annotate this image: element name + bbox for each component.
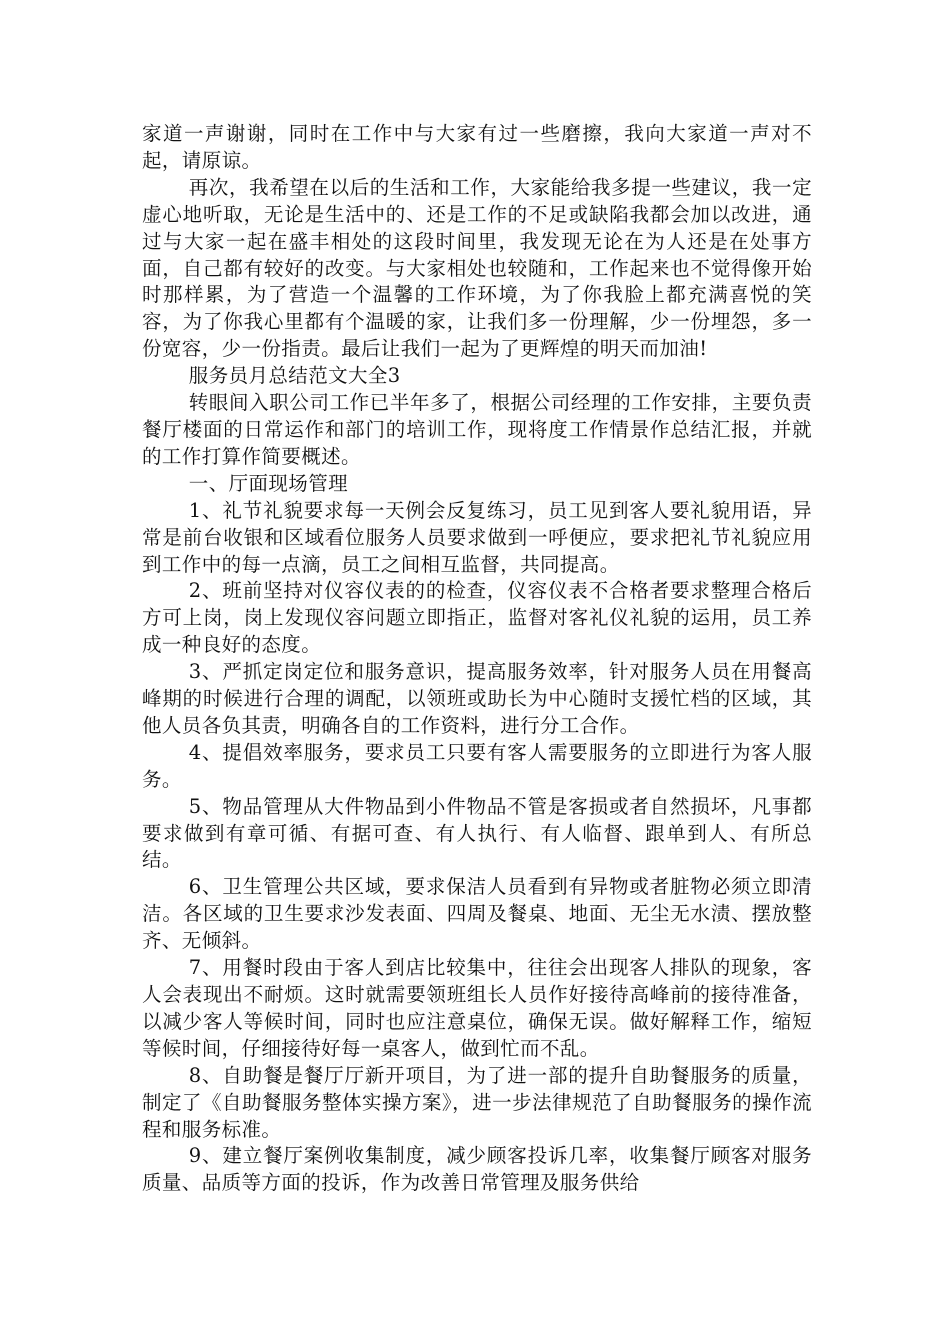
section-heading-article-3: 服务员月总结范文大全3: [188, 364, 401, 388]
list-item-9: 9、建立餐厅案例收集制度，减少顾客投诉几率，收集餐厅顾客对服务质量、品质等方面的投诉，作为改善日常管理及服务供给: [142, 1144, 812, 1195]
list-item-6: 6、卫生管理公共区域，要求保洁人员看到有异物或者脏物必须立即清洁。各区域的卫生要求沙发表面、四周及餐桌、地面、无尘无水渍、摆放整齐、无倾斜。: [142, 875, 812, 953]
paragraph-1: 家道一声谢谢，同时在工作中与大家有过一些磨擦，我向大家道一声对不起，请原谅。: [142, 122, 812, 172]
list-item-8: 8、自助餐是餐厅厅新开项目，为了进一部的提升自助餐服务的质量，制定了《自助餐服务整体实操方案》，进一步法律规范了自助餐服务的操作流程和服务标准。: [142, 1063, 812, 1141]
list-item-2: 2、班前坚持对仪容仪表的的检查，仪容仪表不合格者要求整理合格后方可上岗，岗上发现仪容问题立即指正，监督对客礼仪礼貌的运用，员工养成一种良好的态度。: [142, 579, 812, 657]
section-heading-floor-management: 一、厅面现场管理: [188, 471, 348, 495]
list-item-3: 3、严抓定岗定位和服务意识，提高服务效率，针对服务人员在用餐高峰期的时候进行合理的调配，以领班或助长为中心随时支援忙档的区域，其他人员各负其责，明确各自的工作资料，进行分工合作。: [142, 660, 812, 737]
list-item-4: 4、提倡效率服务，要求员工只要有客人需要服务的立即进行为客人服务。: [142, 740, 812, 791]
list-item-1: 1、礼节礼貌要求每一天例会反复练习，员工见到客人要礼貌用语，异常是前台收银和区域看位服务人员要求做到一呼便应，要求把礼节礼貌应用到工作中的每一点滴，员工之间相互监督，共同提高。: [142, 498, 812, 576]
document-body: [142, 121, 812, 1197]
paragraph-intro: 转眼间入职公司工作已半年多了，根据公司经理的工作安排，主要负责餐厅楼面的日常运作和部门的培训工作，现将度工作情景作总结汇报，并就的工作打算作简要概述。: [142, 391, 812, 468]
paragraph-2: 再次，我希望在以后的生活和工作，大家能给我多提一些建议，我一定虚心地听取，无论是生活中的、还是工作的不足或缺陷我都会加以改进，通过与大家一起在盛丰相处的这段时间里，我发现无论在为人还是在处事方面，自己都有较好的改变。与大家相处也较随和，工作起来也不觉得像开始时那样累，为了营造一个温馨的工作环境，为了你我脸上都充满喜悦的笑容，为了你我心里都有个温暖的家，让我们多一份理解，少一份埋怨，多一份宽容，少一份指责。最后让我们一起为了更辉煌的明天而加油!: [142, 175, 812, 361]
list-item-5: 5、物品管理从大件物品到小件物品不管是客损或者自然损坏，凡事都要求做到有章可循、有据可查、有人执行、有人临督、跟单到人、有所总结。: [142, 794, 812, 872]
list-item-7: 7、用餐时段由于客人到店比较集中，往往会出现客人排队的现象，客人会表现出不耐烦。这时就需要领班组长人员作好接待高峰前的接待准备，以减少客人等候时间，同时也应注意桌位，确保无误。做好解释工作，缩短等候时间，仔细接待好每一桌客人，做到忙而不乱。: [142, 956, 812, 1060]
